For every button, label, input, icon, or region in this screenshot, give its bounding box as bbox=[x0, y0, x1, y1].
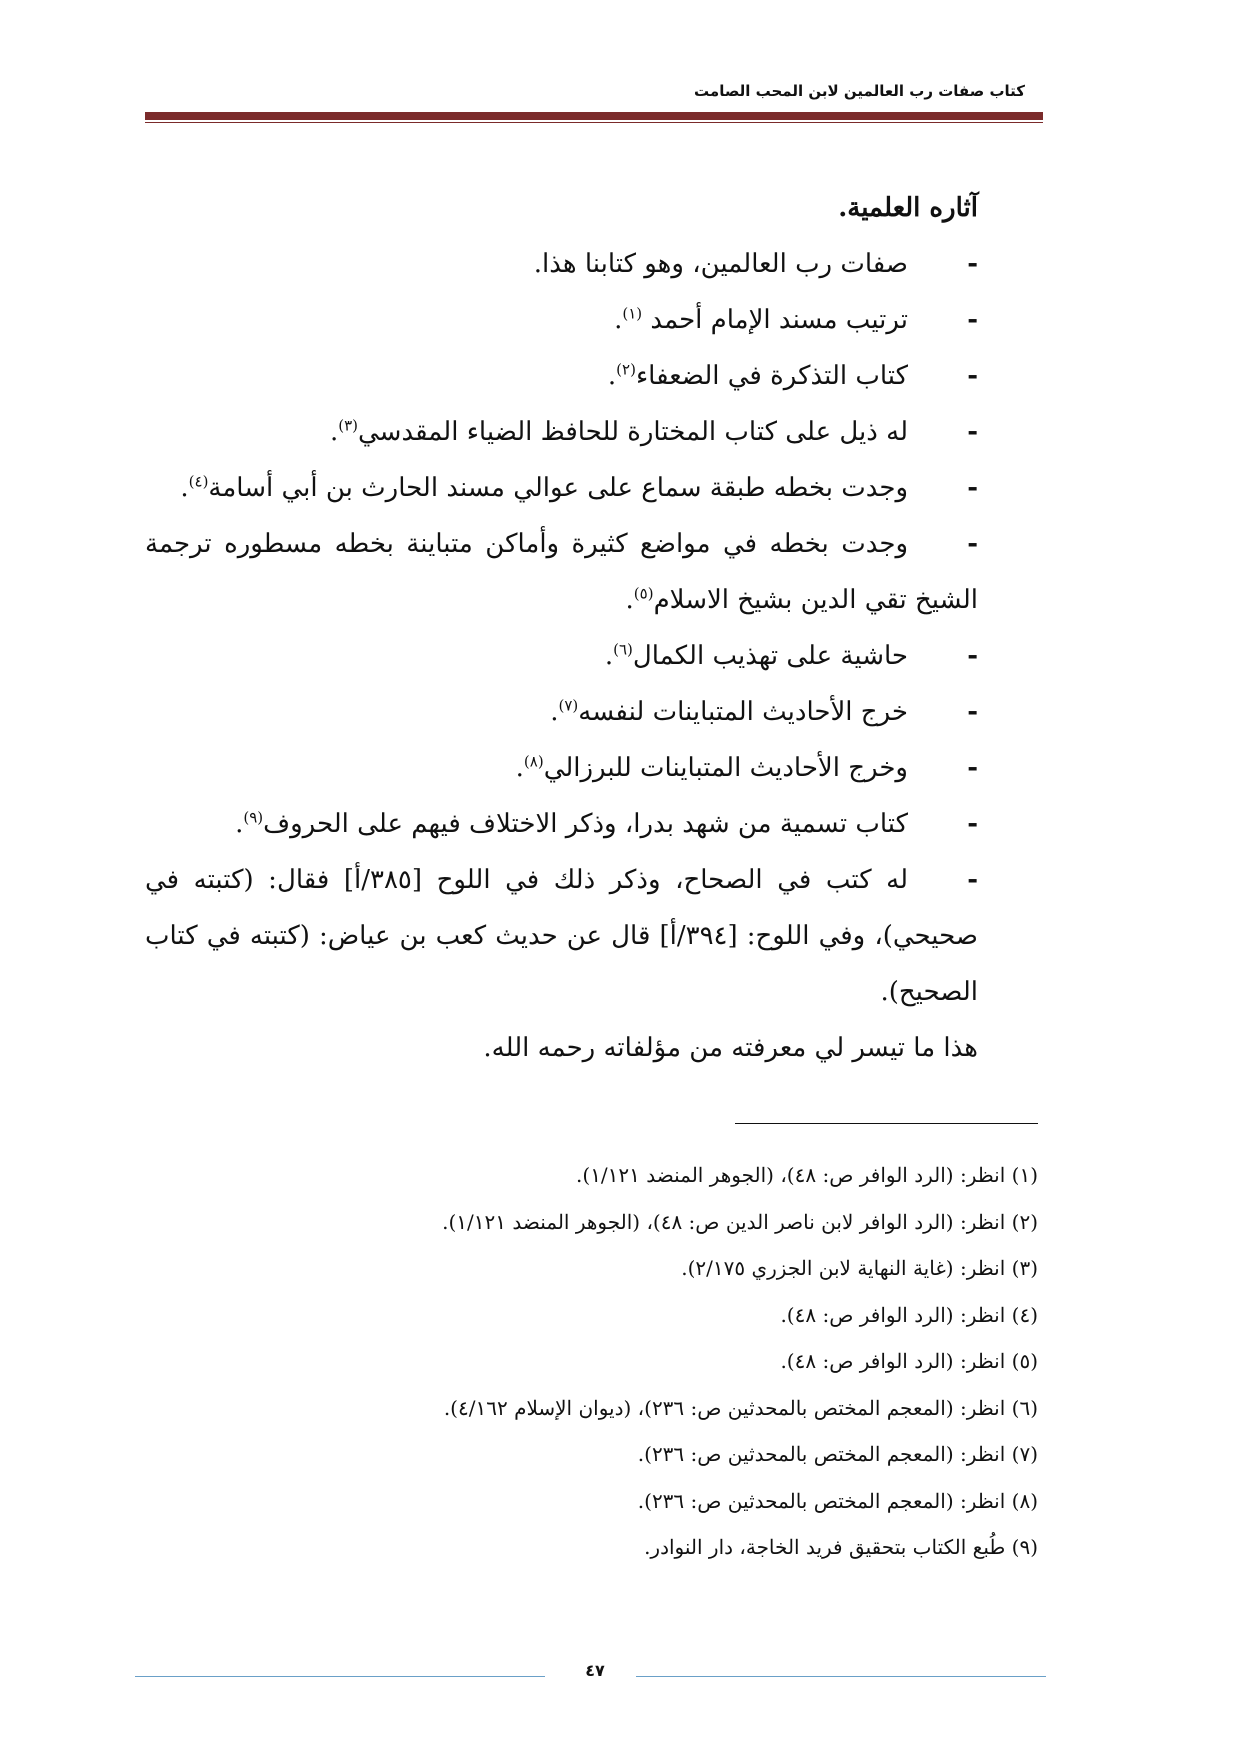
list-item-text: وجدت بخطه في مواضع كثيرة وأماكن متباينة بخطه مسطوره ترجمة الشيخ تقي الدين بشيخ الاسلام bbox=[145, 529, 978, 615]
list-item-tail: . bbox=[180, 473, 189, 503]
footnote-ref[interactable]: (٢) bbox=[616, 360, 636, 379]
header-rule bbox=[145, 112, 1043, 120]
footnote: (٦) انظر: (المعجم المختص بالمحدثين ص: ٢٣٦)، (ديوان الإسلام ٤/١٦٢). bbox=[443, 1395, 1038, 1420]
footnote-ref[interactable]: (٨) bbox=[523, 752, 544, 771]
page-number: ٤٧ bbox=[585, 1661, 605, 1680]
list-item bbox=[145, 348, 978, 404]
list-item-tail: . bbox=[614, 305, 623, 335]
footnote-ref[interactable]: (٤) bbox=[188, 472, 209, 491]
list-item-tail: . bbox=[329, 417, 339, 447]
footnote-ref[interactable]: (١) bbox=[622, 304, 643, 323]
footnote: (٩) طُبع الكتاب بتحقيق فريد الخاجة، دار النوادر. bbox=[644, 1535, 1038, 1559]
bullet-marker: - bbox=[967, 809, 978, 839]
footnote-ref[interactable]: (٣) bbox=[338, 416, 358, 435]
footnote-ref[interactable]: (٦) bbox=[613, 640, 633, 659]
main-content bbox=[145, 180, 978, 1076]
bullet-marker: - bbox=[967, 417, 978, 447]
list-item bbox=[145, 236, 978, 292]
list-item-text: كتاب تسمية من شهد بدرا، وذكر الاختلاف فيهم على الحروف bbox=[263, 809, 908, 839]
footer-line-right bbox=[636, 1676, 1046, 1677]
list-item-text: كتاب التذكرة في الضعفاء bbox=[635, 361, 908, 391]
footnotes bbox=[442, 1152, 1038, 1571]
bullet-marker: - bbox=[967, 249, 978, 279]
footnote: (٤) انظر: (الرد الوافر ص: ٤٨). bbox=[780, 1302, 1038, 1327]
bullet-marker: - bbox=[967, 641, 978, 671]
list-item bbox=[145, 852, 978, 1020]
list-item-tail: . bbox=[550, 697, 559, 727]
bullet-marker: - bbox=[967, 361, 978, 391]
list-item bbox=[145, 292, 978, 348]
footnote: (٧) انظر: (المعجم المختص بالمحدثين ص: ٢٣٦). bbox=[637, 1442, 1038, 1466]
bullet-marker: - bbox=[967, 865, 978, 895]
closing-sentence: هذا ما تيسر لي معرفته من مؤلفاته رحمه الله. bbox=[483, 1033, 978, 1063]
footnote: (١) انظر: (الرد الوافر ص: ٤٨)، (الجوهر المنضد ١/١٢١). bbox=[576, 1163, 1038, 1187]
list-item-tail: . bbox=[607, 361, 617, 391]
footer-line-left bbox=[135, 1676, 545, 1677]
list-item-text: حاشية على تهذيب الكمال bbox=[632, 641, 908, 671]
list-item bbox=[145, 628, 978, 684]
list-item-text: له كتب في الصحاح، وذكر ذلك في اللوح [٣٨٥/أ] فقال: (كتبته في صحيحي)، وفي اللوح: [٣٩٤/أ] قال عن حديث كعب بن عياض: (كتبته في كتاب الصحيح). bbox=[145, 865, 979, 1007]
list-item bbox=[145, 684, 978, 740]
list-item bbox=[145, 460, 978, 516]
list-item bbox=[145, 740, 978, 796]
list-item-text: خرج الأحاديث المتباينات لنفسه bbox=[578, 697, 908, 727]
running-header: كتاب صفات رب العالمين لابن المحب الصامت bbox=[694, 82, 1025, 100]
bullet-marker: - bbox=[967, 529, 978, 559]
bullet-marker: - bbox=[967, 305, 978, 335]
list-item-tail: . bbox=[625, 585, 634, 615]
bullet-marker: - bbox=[967, 697, 978, 727]
header-rule-thin bbox=[145, 122, 1043, 123]
list-item-tail: . bbox=[515, 753, 524, 783]
list-item bbox=[145, 516, 978, 628]
footnote-separator bbox=[735, 1123, 1038, 1124]
footnote: (٥) انظر: (الرد الوافر ص: ٤٨). bbox=[780, 1349, 1038, 1373]
footnote-ref[interactable]: (٩) bbox=[243, 808, 264, 827]
list-item-text: صفات رب العالمين، وهو كتابنا هذا. bbox=[533, 249, 908, 279]
footnote: (٨) انظر: (المعجم المختص بالمحدثين ص: ٢٣٦). bbox=[637, 1488, 1038, 1513]
list-item-text: وخرج الأحاديث المتباينات للبرزالي bbox=[543, 753, 908, 783]
bullet-marker: - bbox=[967, 753, 978, 783]
list-item-text: له ذيل على كتاب المختارة للحافظ الضياء المقدسي bbox=[358, 417, 908, 447]
list-item bbox=[145, 404, 978, 460]
footnote: (٢) انظر: (الرد الوافر لابن ناصر الدين ص: ٤٨)، (الجوهر المنضد ١/١٢١). bbox=[442, 1209, 1038, 1234]
footnote-ref[interactable]: (٥) bbox=[633, 584, 654, 603]
list-item-tail: . bbox=[235, 809, 244, 839]
list-item-text: وجدت بخطه طبقة سماع على عوالي مسند الحارث بن أبي أسامة bbox=[208, 473, 908, 503]
list-item bbox=[145, 796, 978, 852]
works-list bbox=[145, 236, 978, 1020]
footnote: (٣) انظر: (غاية النهاية لابن الجزري ٢/١٧٥). bbox=[681, 1256, 1038, 1280]
list-item-tail: . bbox=[604, 641, 614, 671]
list-item-text: ترتيب مسند الإمام أحمد bbox=[642, 305, 908, 335]
footnote-ref[interactable]: (٧) bbox=[558, 696, 579, 715]
section-heading: آثاره العلمية. bbox=[838, 193, 978, 223]
bullet-marker: - bbox=[967, 473, 978, 503]
